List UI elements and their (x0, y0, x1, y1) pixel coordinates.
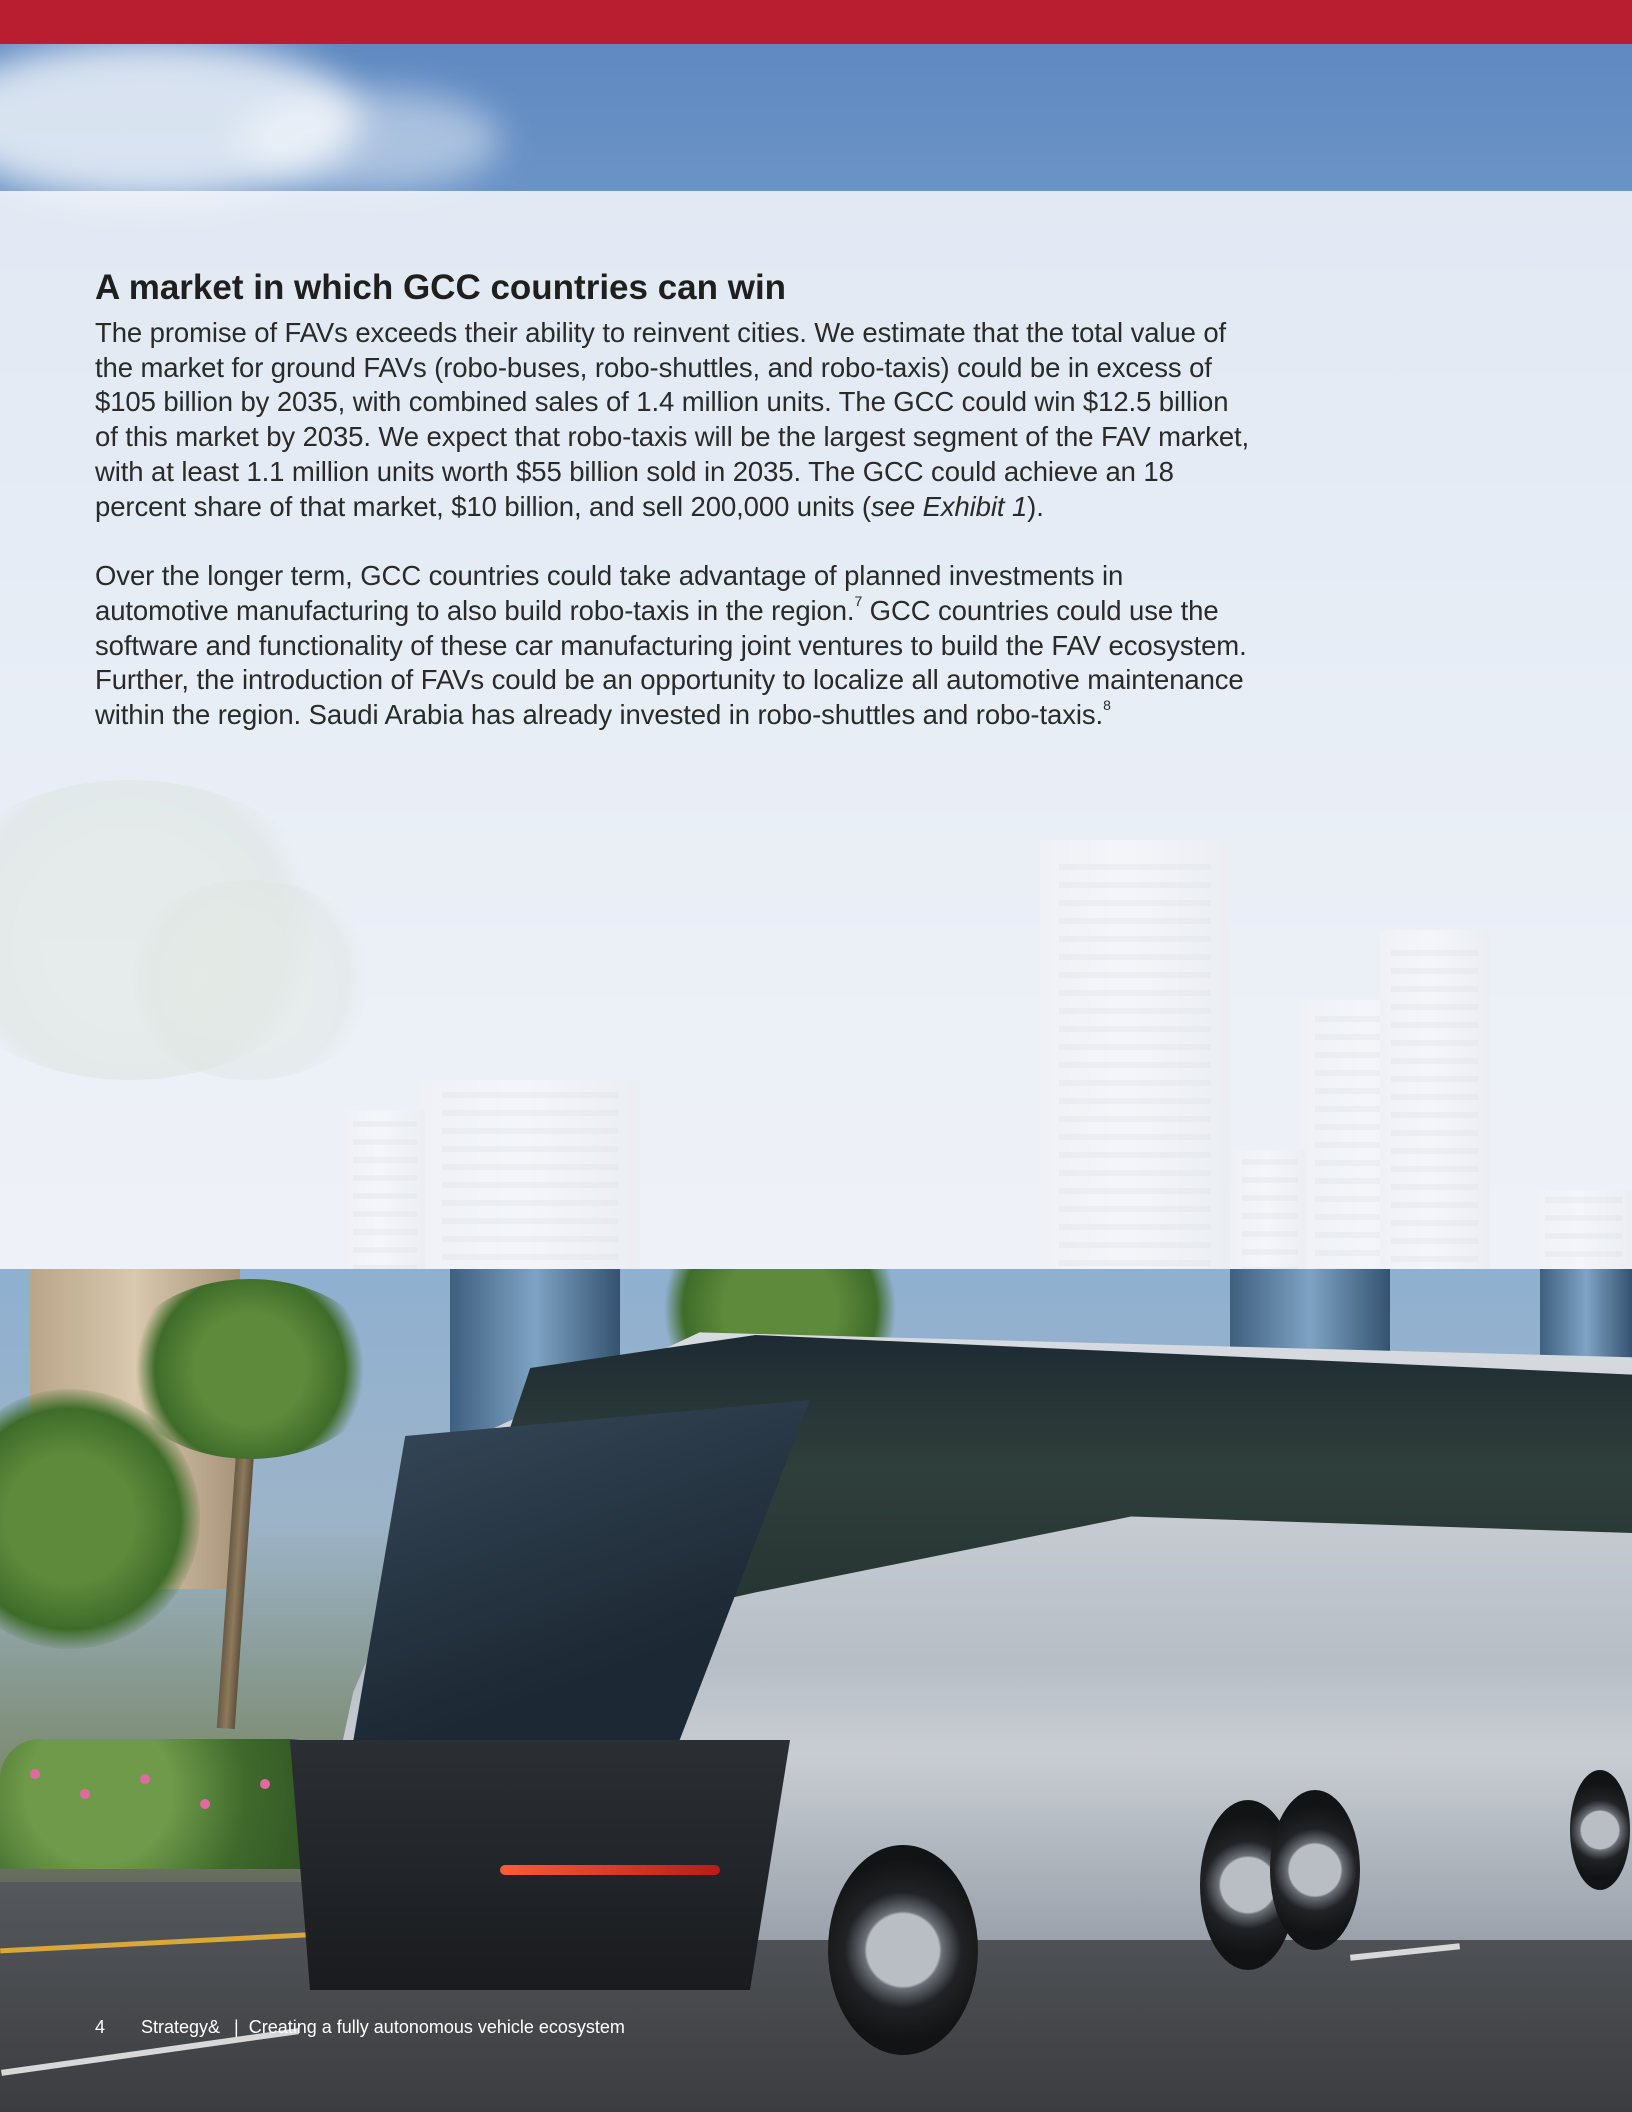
footer-title: Creating a fully autonomous vehicle ecosystem (248, 2017, 625, 2037)
page-footer (95, 2016, 625, 2038)
footer-brand: Strategy& (141, 2017, 221, 2037)
section-heading: A market in which GCC countries can win (95, 268, 787, 307)
paragraph-longer-term: Over the longer term, GCC countries could take advantage of planned investments in automotive manufacturing to also build robo-taxis in the region.$^7$ GCC countries could use the software and functionality of these car manufacturing joint ventures to build the FAV ecosystem. Further, the introduction of FAVs could be an opportunity to localize all automotive maintenance within the region. Saudi Arabia has already invested in robo-shuttles and robo-taxis.$^8$ (95, 560, 1247, 731)
footnote-reference-7: 7 (854, 592, 863, 609)
paragraph-market-estimate: The promise of FAVs exceeds their ability to reinvent cities. We estimate that the total value of the market for ground FAVs (robo-buses, robo-shuttles, and robo-taxis) could be in excess of $105 billion by 2035, with combined sales of 1.4 million units. The GCC could win $12.5 billion of this market by 2035. We expect that robo-taxis will be the largest segment of the FAV market, with at least 1.1 million units worth $55 billion sold in 2035. The GCC could achieve an 18 percent share of that market, $10 billion, and sell 200,000 units (see Exhibit 1). (95, 317, 1250, 522)
top-accent-bar (0, 0, 1632, 44)
article-body (95, 264, 1255, 733)
page-number: 4 (95, 2017, 106, 2037)
footnote-reference-8: 8 (1103, 696, 1111, 713)
exhibit-reference: see Exhibit 1 (871, 490, 1028, 522)
footer-separator: | (234, 2017, 239, 2037)
